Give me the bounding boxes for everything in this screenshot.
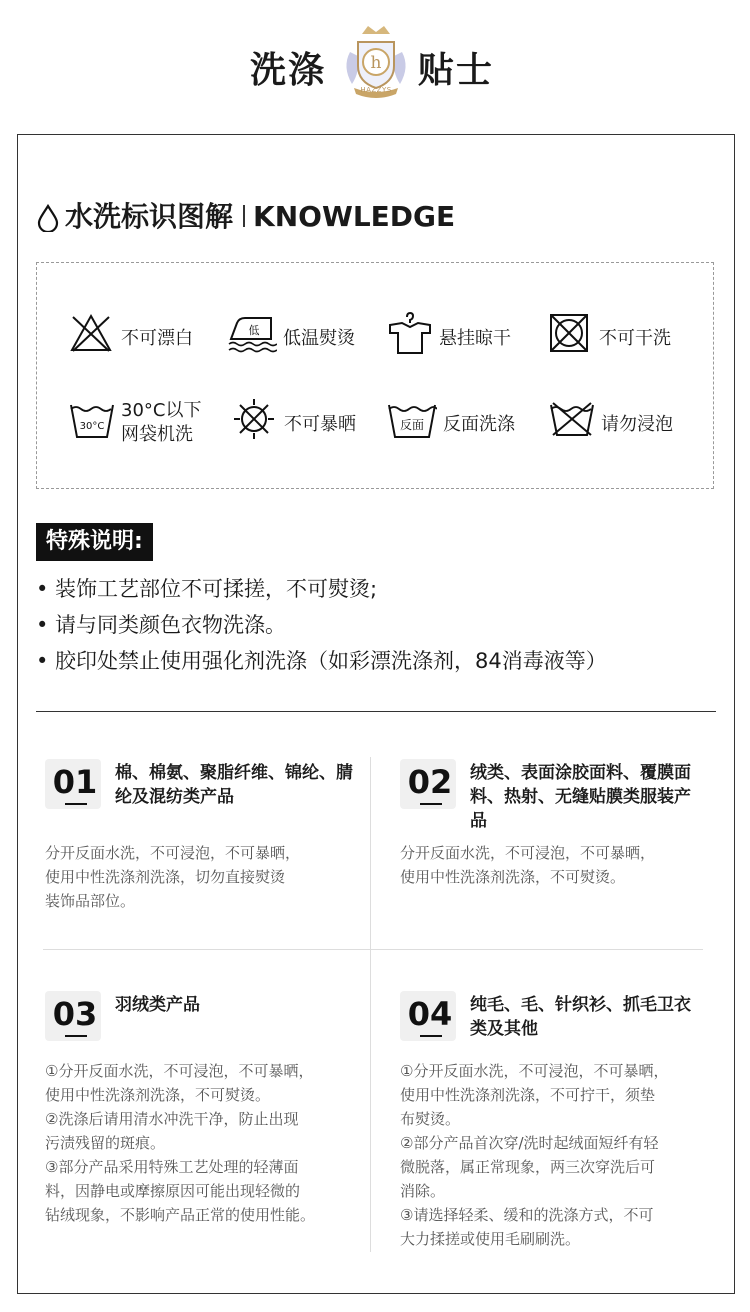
symbol-label: 悬挂晾干 [439, 328, 511, 349]
card-number-underline [420, 1035, 442, 1037]
card-body [400, 1059, 705, 1251]
symbol-label: 不可干洗 [599, 328, 671, 349]
card-body [45, 1059, 350, 1227]
symbol-label: 低温熨烫 [283, 328, 355, 349]
card-number: 01 [52, 763, 98, 801]
card-body [400, 841, 705, 889]
special-notes-title: 特殊说明: [36, 523, 153, 561]
section-divider [36, 711, 716, 712]
hang-dry-icon [387, 311, 433, 355]
card-body-line: 消除。 [400, 1182, 446, 1200]
wash-30-icon [69, 397, 115, 441]
card-title: 羽绒类产品 [115, 995, 200, 1015]
section-title [37, 195, 455, 235]
special-note: • 装饰工艺部位不可揉搓，不可熨烫; [36, 577, 378, 601]
care-guide-frame [17, 134, 735, 1294]
card-body-line: 使用中性洗涤剂洗涤，不可熨烫。 [45, 1086, 271, 1104]
brand-logo-text: HAZZYS [360, 86, 392, 94]
water-drop-icon [37, 204, 59, 232]
card-body-line: 污渍残留的斑痕。 [45, 1134, 166, 1152]
card-body-line: ③请选择轻柔、缓和的洗涤方式，不可 [400, 1206, 654, 1224]
card-body-line: 使用中性洗涤剂洗涤，不可熨烫。 [400, 868, 626, 886]
no-dry-clean-icon [547, 311, 591, 355]
special-notes-list [36, 571, 716, 679]
card-body-line: ①分开反面水洗，不可浸泡，不可暴晒， [400, 1062, 669, 1080]
card-body-line: 钻绒现象，不影响产品正常的使用性能。 [45, 1206, 316, 1224]
wash-icon-text: 30°C [79, 421, 105, 432]
section-title-en: KNOWLEDGE [253, 200, 456, 233]
symbol-no-bleach [69, 311, 229, 361]
symbol-wash-30 [69, 397, 229, 447]
card-title: 纯毛、毛、针织衫、抓毛卫衣类及其他 [470, 995, 691, 1039]
card-body-line: 微脱落，属正常现象，两三次穿洗后可 [400, 1158, 656, 1176]
card-number: 02 [407, 763, 453, 801]
symbol-wash-inside-out [387, 397, 547, 447]
wash-icon-text: 反面 [399, 418, 425, 432]
no-bleach-icon [69, 311, 113, 355]
section-title-cn: 水洗标识图解 [65, 200, 234, 233]
symbol-label: 不可暴晒 [284, 414, 356, 435]
grid-divider-horizontal [43, 949, 703, 950]
card-body-line: 布熨烫。 [400, 1110, 461, 1128]
card-number-underline [65, 803, 87, 805]
card-number-underline [65, 1035, 87, 1037]
card-body [45, 841, 350, 913]
special-note: • 请与同类颜色衣物洗涤。 [36, 613, 287, 637]
symbol-label-line2: 网袋机洗 [121, 424, 193, 445]
header-title-right: 贴士 [418, 50, 495, 91]
symbol-label: 反面洗涤 [443, 414, 515, 435]
page-header [0, 22, 750, 112]
symbol-label-line1: 30°C以下 [121, 400, 202, 421]
symbol-label [121, 399, 201, 447]
no-sun-icon [232, 397, 276, 441]
card-body-line: ②部分产品首次穿/洗时起绒面短纤有轻 [400, 1134, 659, 1152]
low-temp-iron-icon [227, 311, 277, 355]
symbol-label: 不可漂白 [121, 328, 193, 349]
card-body-line: 使用中性洗涤剂洗涤，切勿直接熨烫 [45, 868, 286, 886]
symbol-no-sun [232, 397, 392, 447]
symbol-hang-dry [387, 311, 547, 361]
card-number-underline [420, 803, 442, 805]
title-separator [243, 205, 245, 227]
symbol-no-dry-clean [547, 311, 707, 361]
card-body-line: 大力揉搓或使用毛刷刷洗。 [400, 1230, 581, 1248]
header-title-left: 洗涤 [250, 50, 327, 91]
card-title: 绒类、表面涂胶面料、覆膜面料、热射、无缝贴膜类服装产品 [470, 763, 691, 831]
symbol-label: 请勿浸泡 [601, 414, 673, 435]
card-body-line: 料，因静电或摩擦原因可能出现轻微的 [45, 1182, 301, 1200]
svg-text:h: h [370, 53, 382, 73]
card-body-line: 分开反面水洗，不可浸泡，不可暴晒， [400, 844, 656, 862]
card-body-line: 分开反面水洗，不可浸泡，不可暴晒， [45, 844, 301, 862]
symbol-low-temp-iron [227, 311, 387, 361]
card-body-line: 使用中性洗涤剂洗涤，不可拧干，须垫 [400, 1086, 656, 1104]
iron-icon-text: 低 [248, 324, 260, 337]
no-soak-icon [549, 397, 595, 441]
grid-divider-vertical [370, 757, 371, 1252]
card-body-line: ③部分产品采用特殊工艺处理的轻薄面 [45, 1158, 299, 1176]
card-number: 04 [407, 995, 453, 1033]
card-number: 03 [52, 995, 98, 1033]
card-body-line: ①分开反面水洗，不可浸泡，不可暴晒， [45, 1062, 314, 1080]
card-title: 棉、棉氨、聚脂纤维、锦纶、腈纶及混纺类产品 [115, 763, 353, 807]
symbol-no-soak [549, 397, 709, 447]
wash-inside-out-icon [387, 397, 437, 441]
special-note: • 胶印处禁止使用强化剂洗涤（如彩漂洗涤剂，84消毒液等） [36, 649, 607, 673]
card-body-line: 装饰品部位。 [45, 892, 136, 910]
care-symbols-panel [36, 262, 714, 489]
card-body-line: ②洗涤后请用清水冲洗干净，防止出现 [45, 1110, 299, 1128]
